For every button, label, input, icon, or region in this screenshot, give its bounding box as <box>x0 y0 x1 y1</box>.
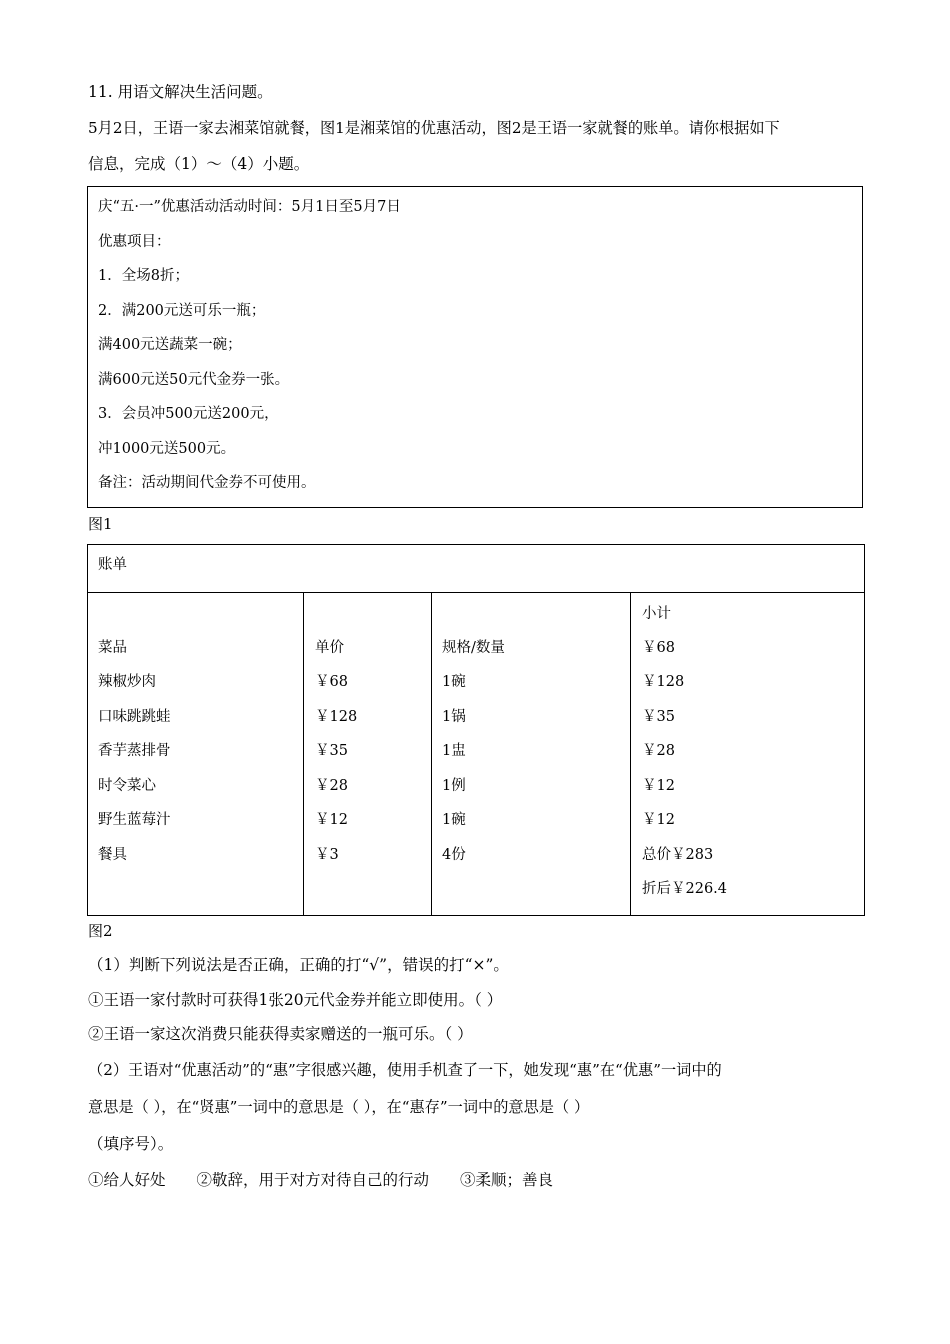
promo-line: 满400元送蔬菜一碗； <box>98 337 242 353</box>
bill-cell-quantity: 4份 <box>442 847 466 863</box>
q2-line-1: （2）王语对“优惠活动”的“惠”字很感兴趣，使用手机查了一下，她发现“惠”在“优惠”一词中的 <box>88 1061 722 1079</box>
bill-cell-quantity: 1例 <box>442 778 466 794</box>
bill-header <box>88 545 864 593</box>
q2-options: ①给人好处 ②敬辞，用于对方对待自己的行动 ③柔顺；善良 <box>88 1171 554 1189</box>
q1-prompt: （1）判断下列说法是否正确，正确的打“√”，错误的打“×”。 <box>88 956 509 974</box>
bill-cell-quantity: 规格/数量 <box>442 640 505 656</box>
figure-2-caption: 图2 <box>88 922 113 940</box>
bill-total: 总价￥283 <box>642 847 714 863</box>
bill-cell-price: ￥128 <box>315 709 358 725</box>
bill-cell-price: ￥28 <box>315 778 348 794</box>
promo-line: 冲1000元送500元。 <box>98 441 236 457</box>
promo-box <box>87 186 863 508</box>
bill-cell-subtotal: ￥28 <box>642 743 675 759</box>
bill-cell-dish: 菜品 <box>98 640 127 656</box>
bill-cell-dish: 餐具 <box>98 847 127 863</box>
column-divider <box>431 593 432 915</box>
bill-cell-quantity: 1盅 <box>442 743 466 759</box>
question-title: 11. 用语文解决生活问题。 <box>88 83 273 101</box>
bill-cell-quantity: 1锅 <box>442 709 466 725</box>
bill-cell-subtotal: ￥128 <box>642 674 685 690</box>
q2-line-3: （填序号）。 <box>88 1135 174 1153</box>
promo-line: 备注：活动期间代金券不可使用。 <box>98 475 316 491</box>
bill-cell-price: 单价 <box>315 640 344 656</box>
bill-cell-subtotal: ￥68 <box>642 640 675 656</box>
bill-title: 账单 <box>98 557 127 573</box>
q1-statement-b: ②王语一家这次消费只能获得卖家赠送的一瓶可乐。（ ） <box>88 1025 473 1043</box>
promo-line: 庆“五·一”优惠活动活动时间：5月1日至5月7日 <box>98 199 401 215</box>
question-intro-line-2: 信息，完成（1）～（4）小题。 <box>88 155 310 173</box>
promo-line: 3．会员冲500元送200元， <box>98 406 279 422</box>
bill-cell-dish: 辣椒炒肉 <box>98 674 156 690</box>
bill-cell-price: ￥68 <box>315 674 348 690</box>
bill-cell-dish: 口味跳跳蛙 <box>98 709 171 725</box>
bill-cell-quantity: 1碗 <box>442 674 466 690</box>
bill-cell-price: ￥12 <box>315 812 348 828</box>
question-intro-line-1: 5月2日，王语一家去湘菜馆就餐，图1是湘菜馆的优惠活动，图2是王语一家就餐的账单。请你根据如下 <box>88 119 780 137</box>
figure-1-caption: 图1 <box>88 515 113 533</box>
column-divider <box>630 593 631 915</box>
bill-discounted-total: 折后￥226.4 <box>642 881 728 897</box>
q1-statement-a: ①王语一家付款时可获得1张20元代金券并能立即使用。（ ） <box>88 991 503 1009</box>
bill-cell-price: ￥3 <box>315 847 339 863</box>
promo-line: 满600元送50元代金券一张。 <box>98 372 290 388</box>
promo-line: 1．全场8折； <box>98 268 189 284</box>
bill-cell-subtotal: ￥12 <box>642 778 675 794</box>
bill-cell-subtotal: ￥12 <box>642 812 675 828</box>
bill-cell-dish: 香芋蒸排骨 <box>98 743 171 759</box>
bill-table <box>87 544 865 916</box>
bill-cell-price: ￥35 <box>315 743 348 759</box>
q2-line-2: 意思是（ ），在“贤惠”一词中的意思是（ ），在“惠存”一词中的意思是（ ） <box>88 1098 590 1116</box>
bill-cell-subtotal: ￥35 <box>642 709 675 725</box>
bill-cell-quantity: 1碗 <box>442 812 466 828</box>
bill-cell-dish: 野生蓝莓汁 <box>98 812 171 828</box>
promo-line: 优惠项目： <box>98 234 171 250</box>
promo-line: 2．满200元送可乐一瓶； <box>98 303 266 319</box>
column-divider <box>303 593 304 915</box>
bill-cell-subtotal: 小计 <box>642 606 671 622</box>
bill-cell-dish: 时令菜心 <box>98 778 156 794</box>
